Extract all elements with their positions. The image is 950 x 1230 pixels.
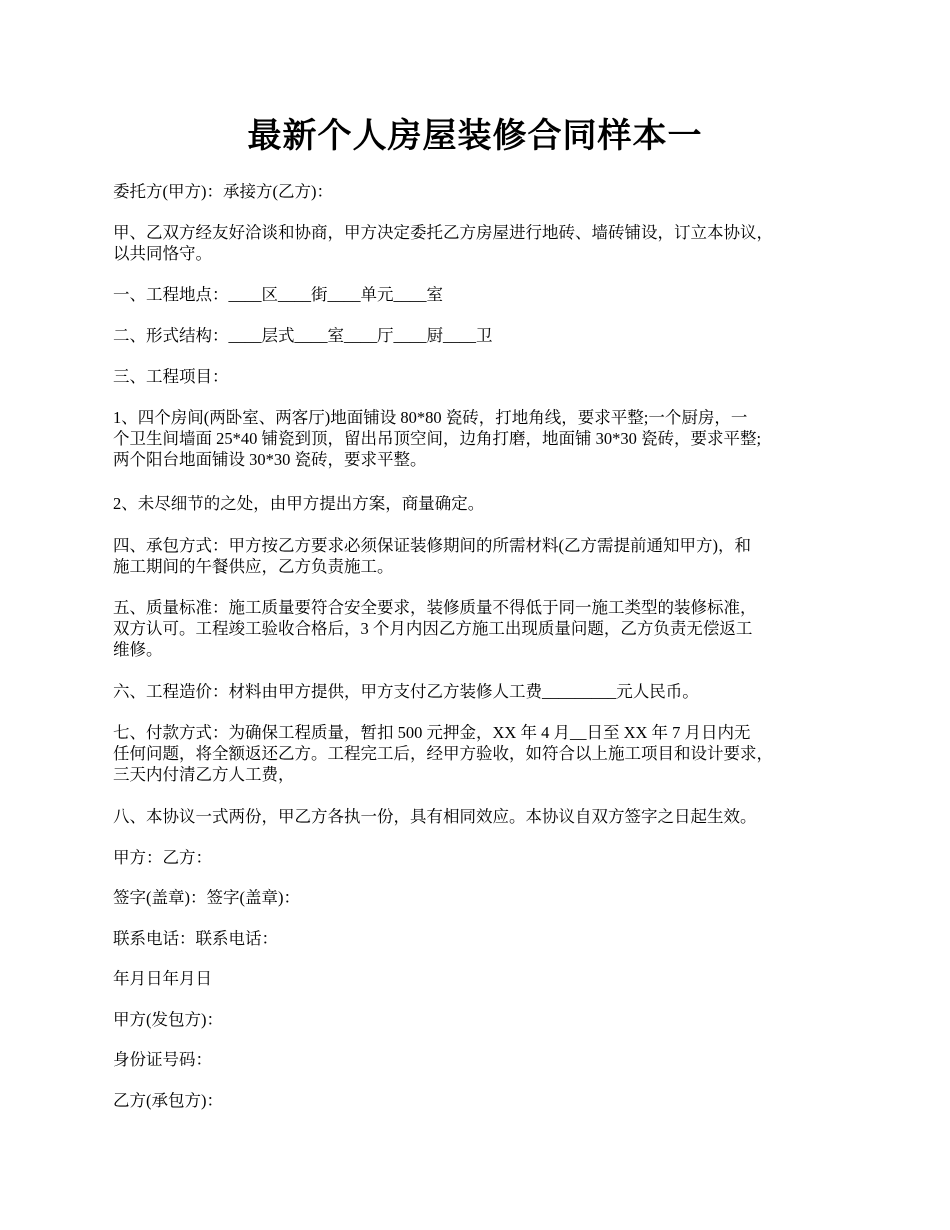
paragraph-location (113, 284, 853, 305)
paragraph-project-heading (113, 366, 853, 387)
paragraph-intro (113, 222, 853, 264)
paragraph-line: 六、工程造价：材料由甲方提供，甲方支付乙方装修人工费_________元人民币。 (113, 682, 699, 701)
paragraph-agreement (113, 806, 853, 827)
paragraph-line: 三、工程项目： (113, 367, 229, 386)
paragraph-line: 甲方：乙方： (113, 848, 212, 867)
paragraph-line: 委托方(甲方)：承接方(乙方)： (113, 182, 333, 201)
paragraph-quality (113, 597, 853, 660)
paragraph-line: 施工期间的午餐供应，乙方负责施工。 (113, 557, 394, 576)
paragraph-line: 身份证号码： (113, 1050, 212, 1069)
paragraph-line: 2、未尽细节的之处，由甲方提出方案，商量确定。 (113, 494, 485, 513)
paragraph-line: 维修。 (113, 640, 163, 659)
paragraph-line: 乙方(承包方)： (113, 1091, 223, 1110)
document-title: 最新个人房屋装修合同样本一 (247, 116, 703, 156)
paragraph-signature-seal (113, 887, 853, 908)
paragraph-line: 个卫生间墙面 25*40 铺瓷到顶，留出吊顶空间，边角打磨，地面铺 30*30 瓷砖，要求平整; (113, 429, 762, 448)
paragraph-line: 甲、乙双方经友好洽谈和协商，甲方决定委托乙方房屋进行地砖、墙砖铺设，订立本协议， (113, 223, 773, 242)
paragraph-line: 任何问题，将全额返还乙方。工程完工后，经甲方验收，如符合以上施工项目和设计要求， (113, 744, 773, 763)
paragraph-contract-method (113, 535, 853, 577)
paragraph-line: 五、质量标准：施工质量要符合安全要求，装修质量不得低于同一施工类型的装修标准， (113, 598, 757, 617)
paragraph-parties (113, 181, 853, 202)
paragraph-line: 四、承包方式：甲方按乙方要求必须保证装修期间的所需材料(乙方需提前通知甲方)，和 (113, 536, 751, 555)
paragraph-id-number (113, 1049, 853, 1070)
paragraph-line: 三天内付清乙方人工费， (113, 765, 295, 784)
paragraph-employer (113, 1009, 853, 1030)
paragraph-line: 签字(盖章)：签字(盖章)： (113, 888, 300, 907)
paragraph-line: 二、形式结构：____层式____室____厅____厨____卫 (113, 326, 493, 345)
paragraph-line: 甲方(发包方)： (113, 1010, 223, 1029)
paragraph-line: 两个阳台地面铺设 30*30 瓷砖，要求平整。 (113, 450, 427, 469)
paragraph-cost (113, 681, 853, 702)
paragraph-line: 双方认可。工程竣工验收合格后，3 个月内因乙方施工出现质量问题，乙方负责无偿返工 (113, 619, 753, 638)
paragraph-contact-phone (113, 928, 853, 949)
paragraph-payment (113, 722, 853, 785)
paragraph-project-item-1 (113, 407, 853, 470)
paragraph-line: 1、四个房间(两卧室、两客厅)地面铺设 80*80 瓷砖，打地角线，要求平整;一个厨房，一 (113, 408, 748, 427)
paragraph-line: 年月日年月日 (113, 969, 212, 988)
paragraph-line: 一、工程地点：____区____街____单元____室 (113, 285, 443, 304)
paragraph-signature-parties (113, 847, 853, 868)
paragraph-line: 八、本协议一式两份，甲乙方各执一份，具有相同效应。本协议自双方签字之日起生效。 (113, 807, 757, 826)
paragraph-line: 联系电话：联系电话： (113, 929, 278, 948)
paragraph-line: 以共同恪守。 (113, 244, 212, 263)
paragraph-date (113, 968, 853, 989)
paragraph-contractor (113, 1090, 853, 1111)
paragraph-line: 七、付款方式：为确保工程质量，暂扣 500 元押金，XX 年 4 月__日至 XX 年 7 月日内无 (113, 723, 751, 742)
paragraph-structure (113, 325, 853, 346)
paragraph-project-item-2 (113, 493, 853, 514)
